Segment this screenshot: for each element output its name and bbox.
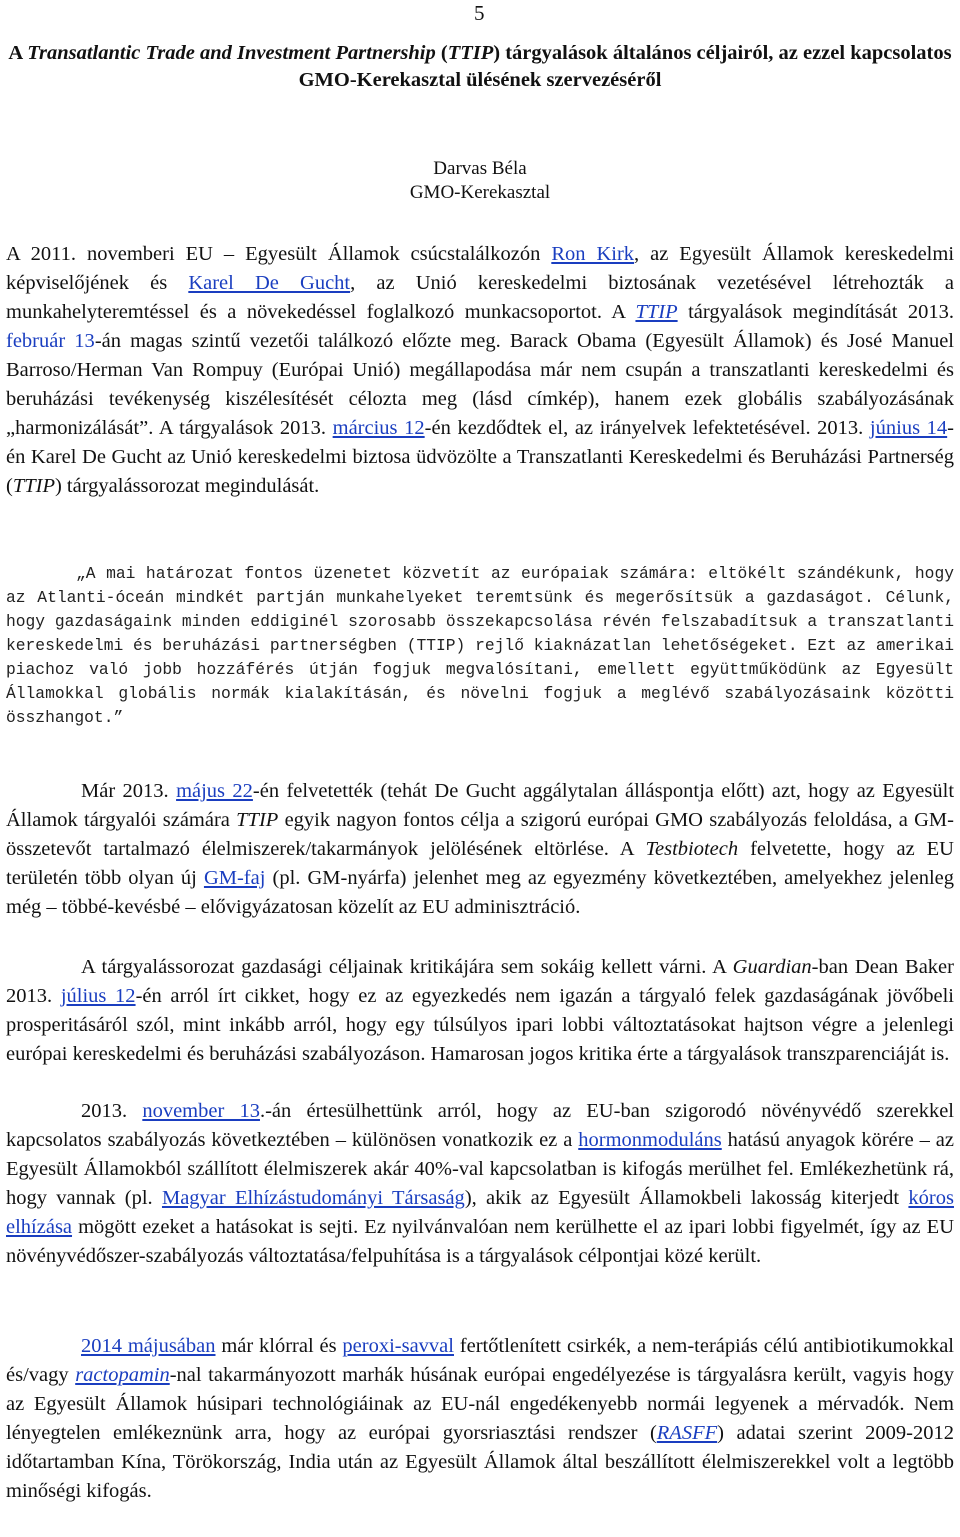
italic-text-run: Testbiotech: [645, 838, 739, 860]
text-run: ) tárgyalássorozat megindulását.: [54, 475, 320, 497]
inline-link[interactable]: Magyar Elhízástudományi Társaság: [161, 1187, 465, 1209]
author-name: Darvas Béla: [433, 158, 527, 179]
text-run: Már 2013.: [81, 780, 177, 802]
text-run: ) tárgyalások általános céljairól, az ezzel kapcsolatos GMO-Kerekasztal ülésének szervezéséről: [298, 42, 952, 91]
inline-link[interactable]: peroxi-savval: [342, 1335, 454, 1357]
italic-text-run: TTIP: [236, 809, 279, 831]
italic-text-run: TTIP: [12, 475, 55, 497]
paragraph-pesticides: [6, 1097, 954, 1271]
inline-link[interactable]: Ron Kirk: [551, 243, 635, 265]
text-run: hatású anyagok körére – az Egyesült Államokból szállított élelmiszerek akár 40%-val kapcsolatban is kifogás merülhet fel. Emlékezhetünk rá, hogy vannak (pl.: [6, 1129, 954, 1209]
inline-link[interactable]: TTIP: [635, 301, 678, 323]
text-run: fertőtlenített csirkék, a nem-terápiás célú antibiotikumokkal és/vagy: [6, 1335, 954, 1386]
paragraph-criticism: [6, 953, 954, 1069]
text-run: -én arról írt cikket, hogy ez az egyezkedés nem igazán a tárgyaló felek gazdaságának jövőbeli prosperitásáról szól, mint inkább arról, hogy egy túlsúlyos ipari lobbi változtatásokat hajtson végre a jelenlegi európai kereskedelmi és beruházási szabályozáson. Hamarosan jogos kritika érte a tárgyalások transzparenciáját is.: [6, 985, 954, 1065]
inline-link[interactable]: GM-faj: [203, 867, 266, 889]
text-run: (pl. GM-nyárfa) jelenhet meg az egyezmény következtében, amelyekhez jelenleg még – többé-kevésbé – elővigyázatosan közelít az EU adminisztráció.: [6, 867, 954, 918]
text-run: már klórral és: [215, 1335, 343, 1357]
inline-link[interactable]: március 12: [332, 417, 425, 439]
text-run: , az Egyesült Államok kereskedelmi képviselőjének és: [6, 243, 955, 294]
italic-text-run: Transatlantic Trade and Investment Partnership: [27, 42, 436, 64]
paragraph-gmo-regulation: [6, 777, 954, 922]
text-run: -én felvetették (tehát De Gucht aggálytalan álláspontja előtt) azt, hogy az Egyesült Államok tárgyalói számára: [6, 780, 955, 831]
inline-link[interactable]: február 13: [6, 330, 95, 352]
text-run: -én kezdődtek el, az irányelvek lefektetésével. 2013.: [424, 417, 870, 439]
text-run: 2013.: [81, 1100, 143, 1122]
text-run: felvetette, hogy az EU területén több olyan új: [6, 838, 954, 889]
text-run: tárgyalások megindítását 2013.: [677, 301, 955, 323]
text-run: „A mai határozat fontos üzenetet közvetít az európaiak számára: eltökélt szándékunk, hogy az Atlanti-óceán mindkét partján munkahelyeket teremtsünk és megerősítsük a gazdaságot. Célunk, hogy gazdaságaink minden eddiginél szorosabb összekapcsolása révén felszabadítsuk a transzatlanti kereskedelmi és beruházási partnerségben (TTIP) rejlő kiaknázatlan lehetőségeket. Ezt az amerikai piachoz való jobb hozzáférés útján fogjuk megvalósítani, emellett együttműködünk az Egyesült Államokkal globális normák kialakításán, és növelni fogjuk a meglévő szabályozásaink közötti összhangot.”: [6, 564, 954, 727]
text-run: egyik nagyon fontos célja a szigorú európai GMO szabályozás feloldása, a GM-összetevőt tartalmazó élelmiszerek/takarmányok jelölésének eltörlése. A: [6, 809, 954, 860]
text-run: mögött ezeket a hatásokat is sejti. Ez nyilvánvalóan nem kerülhette el az ipari lobbi figyelmét, így az EU növényvédőszer-szabályozás változtatása/felpuhítása is a tárgyalások célpontjai közé került.: [6, 1216, 954, 1267]
inline-link[interactable]: június 14: [869, 417, 948, 439]
author-affiliation: GMO-Kerekasztal: [409, 182, 551, 203]
inline-link[interactable]: Karel De Gucht: [188, 272, 351, 294]
text-run: -én Karel De Gucht az Unió kereskedelmi biztosa üdvözölte a Transzatlanti Kereskedelmi és Beruházási Partnerség (: [6, 417, 954, 497]
paragraph-intro: [6, 240, 954, 501]
text-run: A tárgyalássorozat gazdasági céljainak kritikájára sem sokáig kellett várni. A: [81, 956, 733, 978]
text-run: ) adatai szerint 2009-2012 időtartamban Kína, Törökország, India után az Egyesült Államok által beszállított élelmiszerekkel volt a legtöbb minőségi kifogás.: [6, 1422, 955, 1502]
inline-link[interactable]: ractopamin: [75, 1364, 170, 1386]
italic-text-run: Guardian: [732, 956, 812, 978]
text-run: A: [8, 42, 28, 64]
inline-link[interactable]: kóros elhízása: [6, 1187, 954, 1238]
article-title: [6, 40, 954, 94]
text-run: -án magas szintű vezetői találkozó előzte meg. Barack Obama (Egyesült Államok) és José Manuel Barroso/Herman Van Rompuy (Európai Unió) megállapodása már nem csupán a transzatlanti kereskedelmi és beruházási tevékenység kiszélesítését célozta meg (lásd címkép), hanem ezek globális szabályozásának „harmonizálását”. A tárgyalások 2013.: [6, 330, 954, 439]
text-run: -nal takarmányozott marhák húsának európai engedélyezése is tárgyalásra került, vagyis hogy az Egyesült Államok húsipari technológiáinak az EU-nál engedékenyebb normái legyenek a mérvadók. Nem lényegtelen emlékeznünk arra, hogy az európai gyorsriasztási rendszer (: [6, 1364, 954, 1444]
text-run: , az Unió kereskedelmi biztosának vezetésével létrehozták a munkahelyteremtéssel és a növekedéssel foglalkozó munkacsoportot. A: [6, 272, 954, 323]
quotation-block: [6, 562, 954, 730]
text-run: -ban Dean Baker 2013.: [6, 956, 954, 1007]
text-run: ), akik az Egyesült Államokbeli lakosság kiterjedt: [464, 1187, 909, 1209]
paragraph-meat-standards: [6, 1332, 954, 1506]
inline-link[interactable]: RASFF: [656, 1422, 718, 1444]
text-run: A 2011. novemberi EU – Egyesült Államok csúcstalálkozón: [6, 243, 552, 265]
text-run: (: [435, 42, 448, 64]
inline-link[interactable]: hormonmoduláns: [578, 1129, 722, 1151]
inline-link[interactable]: 2014 májusában: [81, 1335, 216, 1357]
inline-link[interactable]: november 13: [142, 1100, 260, 1122]
inline-link[interactable]: július 12: [60, 985, 136, 1007]
inline-link[interactable]: május 22: [176, 780, 253, 802]
text-run: .-án értesülhettünk arról, hogy az EU-ban szigorodó növényvédő szerekkel kapcsolatos szabályozás következtében – különösen vonatkozik ez a: [6, 1100, 955, 1151]
page-number: 5: [474, 1, 485, 25]
italic-text-run: TTIP: [447, 42, 494, 64]
